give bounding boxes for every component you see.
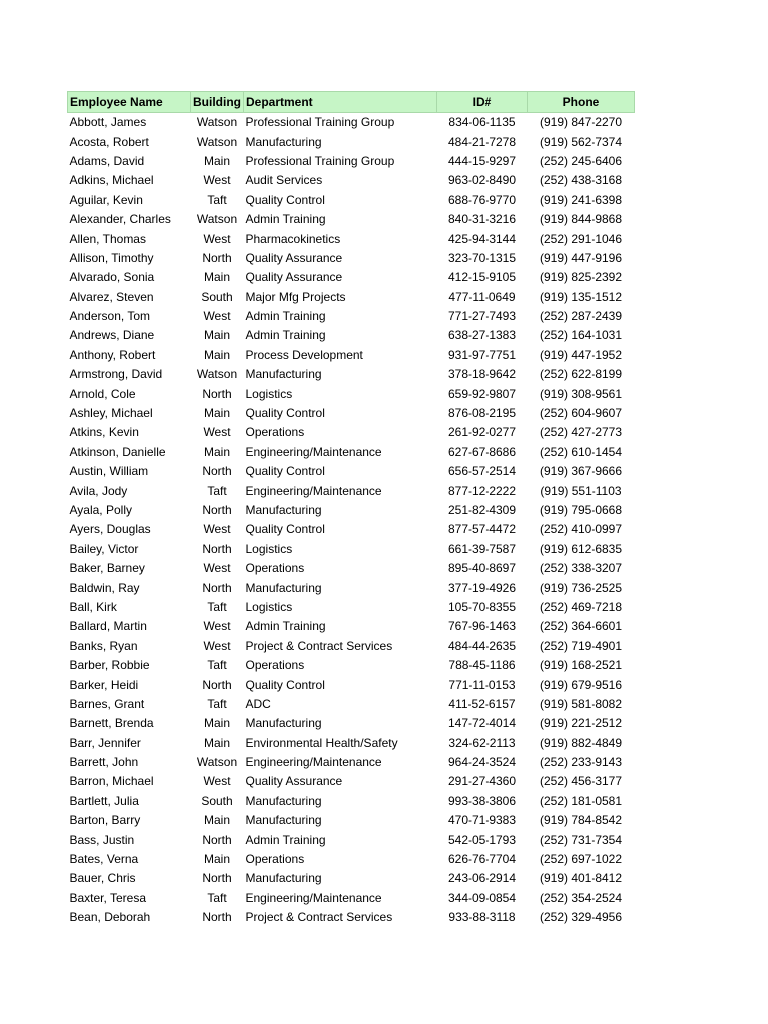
employee-name-cell: Barnes, Grant	[69, 696, 145, 711]
phone-cell: (919) 736-2525	[539, 580, 623, 595]
id-cell: 771-11-0153	[448, 677, 516, 692]
phone-cell: (252) 164-1031	[539, 328, 623, 343]
id-cell: 542-05-1793	[447, 832, 517, 847]
department-cell: Quality Control	[245, 522, 325, 537]
employee-name-cell: Banks, Ryan	[69, 638, 138, 653]
table-row	[68, 637, 635, 656]
table-row	[68, 365, 635, 384]
phone-cell: (252) 731-7354	[539, 832, 623, 847]
id-cell: 261-92-0277	[447, 425, 517, 440]
employee-name-cell: Alvarado, Sonia	[69, 270, 155, 285]
table-row	[68, 695, 635, 714]
phone-cell: (252) 604-9607	[539, 406, 623, 421]
id-cell: 626-76-7704	[447, 852, 517, 867]
table-row	[68, 578, 635, 597]
id-cell: 931-97-7751	[447, 347, 517, 362]
department-cell: Operations	[245, 852, 305, 867]
id-cell: 425-94-3144	[447, 231, 517, 246]
employee-name-cell: Anthony, Robert	[69, 347, 156, 362]
employee-name-cell: Arnold, Cole	[69, 386, 136, 401]
department-cell: Engineering/Maintenance	[245, 444, 382, 459]
department-cell: Admin Training	[245, 619, 326, 634]
phone-cell: (919) 135-1512	[539, 289, 623, 304]
id-cell: 627-67-8686	[447, 444, 517, 459]
department-cell: Logistics	[245, 386, 293, 401]
building-cell: Main	[203, 328, 230, 343]
employee-name-cell: Allen, Thomas	[69, 231, 146, 246]
phone-cell: (919) 562-7374	[539, 134, 623, 149]
phone-cell: (919) 401-8412	[539, 871, 623, 886]
department-cell: Operations	[245, 658, 305, 673]
phone-cell: (252) 427-2773	[539, 425, 623, 440]
phone-cell: (919) 784-8542	[539, 813, 623, 828]
employee-name-cell: Avila, Jody	[69, 483, 128, 498]
table-row	[68, 481, 635, 500]
id-cell: 659-92-9807	[447, 386, 517, 401]
phone-cell: (252) 438-3168	[539, 173, 623, 188]
phone-cell: (252) 364-6601	[539, 619, 623, 634]
table-row	[68, 210, 635, 229]
employee-name-cell: Barnett, Brenda	[69, 716, 154, 731]
id-cell: 105-70-8355	[447, 599, 517, 614]
employee-name-cell: Barber, Robbie	[69, 658, 150, 673]
building-cell: West	[203, 231, 231, 246]
department-cell: Engineering/Maintenance	[245, 483, 382, 498]
department-cell: Admin Training	[245, 309, 326, 324]
table-header	[68, 92, 635, 113]
phone-cell: (252) 287-2439	[539, 309, 623, 324]
table-row	[68, 326, 635, 345]
id-cell: 324-62-2113	[448, 735, 516, 750]
table-row	[68, 346, 635, 365]
id-cell: 470-71-9383	[447, 813, 517, 828]
department-cell: Quality Control	[245, 192, 325, 207]
header-employee-name: Employee Name	[68, 92, 191, 113]
building-cell: Watson	[196, 367, 238, 382]
employee-name-cell: Bass, Justin	[69, 832, 135, 847]
id-cell: 767-96-1463	[447, 619, 517, 634]
phone-cell: (919) 551-1103	[540, 483, 622, 498]
employee-name-cell: Austin, William	[69, 464, 149, 479]
employee-name-cell: Barr, Jennifer	[69, 735, 141, 750]
table-row	[68, 869, 635, 888]
id-cell: 964-24-3524	[447, 755, 517, 770]
building-cell: North	[202, 910, 232, 925]
department-cell: Manufacturing	[245, 367, 322, 382]
table-row	[68, 908, 635, 927]
employee-name-cell: Barker, Heidi	[69, 677, 139, 692]
employee-name-cell: Atkinson, Danielle	[69, 444, 166, 459]
department-cell: Quality Assurance	[245, 250, 343, 265]
building-cell: West	[203, 619, 231, 634]
building-cell: South	[201, 793, 233, 808]
building-cell: North	[202, 464, 232, 479]
department-cell: Admin Training	[245, 832, 326, 847]
employee-name-cell: Adams, David	[69, 153, 145, 168]
id-cell: 344-09-0854	[447, 890, 517, 905]
employee-name-cell: Bailey, Victor	[69, 541, 139, 556]
table-row	[68, 113, 635, 133]
building-cell: West	[203, 522, 231, 537]
building-cell: Main	[203, 347, 230, 362]
employee-name-cell: Ayala, Polly	[69, 503, 132, 517]
building-cell: North	[202, 250, 232, 265]
employee-name-cell: Bates, Verna	[69, 852, 139, 867]
building-cell: North	[202, 503, 232, 517]
id-cell: 688-76-9770	[447, 192, 517, 207]
department-cell: Quality Control	[245, 406, 325, 421]
department-cell: Project & Contract Services	[245, 638, 393, 653]
phone-cell: (252) 410-0997	[539, 522, 623, 537]
phone-cell: (919) 679-9516	[539, 677, 623, 692]
header-row	[68, 92, 635, 113]
phone-cell: (252) 610-1454	[539, 444, 623, 459]
table-row	[68, 443, 635, 462]
phone-cell: (919) 308-9561	[539, 386, 623, 401]
employee-name-cell: Barton, Barry	[69, 813, 141, 828]
id-cell: 877-12-2222	[447, 483, 517, 498]
department-cell: Engineering/Maintenance	[245, 890, 382, 905]
building-cell: West	[203, 774, 231, 789]
id-cell: 993-38-3806	[447, 793, 517, 808]
phone-cell: (252) 329-4956	[539, 910, 623, 925]
id-cell: 377-19-4926	[447, 580, 517, 595]
table-row	[68, 598, 635, 617]
phone-cell: (252) 456-3177	[539, 774, 623, 789]
phone-cell: (252) 181-0581	[539, 793, 623, 808]
employee-name-cell: Bauer, Chris	[69, 871, 136, 886]
department-cell: Manufacturing	[245, 716, 322, 731]
department-cell: Admin Training	[245, 328, 326, 343]
table-row	[68, 462, 635, 481]
department-cell: Audit Services	[245, 173, 323, 188]
table-row	[68, 792, 635, 811]
building-cell: Taft	[207, 599, 227, 614]
department-cell: Professional Training Group	[245, 115, 395, 130]
building-cell: West	[203, 638, 231, 653]
employee-name-cell: Abbott, James	[69, 115, 147, 130]
id-cell: 411-52-6157	[448, 696, 516, 711]
id-cell: 788-45-1186	[448, 658, 516, 673]
employee-name-cell: Andrews, Diane	[69, 328, 155, 343]
phone-cell: (919) 447-9196	[539, 250, 623, 265]
department-cell: Operations	[245, 561, 305, 576]
phone-cell: (252) 245-6406	[539, 153, 623, 168]
building-cell: North	[202, 832, 232, 847]
department-cell: Logistics	[245, 541, 293, 556]
table-row	[68, 152, 635, 171]
table-row	[68, 288, 635, 307]
employee-name-cell: Alexander, Charles	[69, 212, 171, 227]
phone-cell: (919) 367-9666	[539, 464, 623, 479]
phone-cell: (919) 241-6398	[539, 192, 623, 207]
phone-cell: (919) 581-8082	[539, 696, 623, 711]
department-cell: Manufacturing	[245, 813, 322, 828]
id-cell: 656-57-2514	[447, 464, 517, 479]
table-row	[68, 249, 635, 268]
id-cell: 963-02-8490	[447, 173, 517, 188]
department-cell: Process Development	[245, 347, 363, 362]
phone-cell: (919) 168-2521	[539, 658, 623, 673]
building-cell: Main	[203, 735, 230, 750]
id-cell: 378-18-9642	[447, 367, 517, 382]
table-row	[68, 559, 635, 578]
building-cell: Main	[203, 270, 230, 285]
employee-name-cell: Adkins, Michael	[69, 173, 154, 188]
table-row	[68, 734, 635, 753]
id-cell: 147-72-4014	[447, 716, 517, 731]
header-building: Building	[191, 92, 244, 113]
phone-cell: (919) 847-2270	[539, 115, 623, 130]
table-row	[68, 501, 635, 520]
phone-cell: (919) 882-4849	[539, 735, 623, 750]
department-cell: Environmental Health/Safety	[245, 735, 398, 750]
table-row	[68, 384, 635, 403]
building-cell: Main	[203, 406, 230, 421]
id-cell: 291-27-4360	[447, 774, 517, 789]
phone-cell: (919) 795-0668	[539, 503, 623, 517]
id-cell: 412-15-9105	[447, 270, 517, 285]
id-cell: 895-40-8697	[447, 561, 517, 576]
id-cell: 484-44-2635	[447, 638, 517, 653]
employee-name-cell: Baker, Barney	[69, 561, 145, 576]
phone-cell: (919) 221-2512	[539, 716, 623, 731]
table-row	[68, 714, 635, 733]
table-row	[68, 171, 635, 190]
department-cell: ADC	[245, 696, 271, 711]
employee-name-cell: Baldwin, Ray	[69, 580, 140, 595]
table-row	[68, 830, 635, 849]
building-cell: North	[202, 386, 232, 401]
employee-directory-sheet	[67, 91, 634, 927]
department-cell: Operations	[245, 425, 305, 440]
department-cell: Professional Training Group	[245, 153, 395, 168]
building-cell: West	[203, 425, 231, 440]
employee-name-cell: Ayers, Douglas	[69, 522, 151, 537]
building-cell: Main	[203, 813, 230, 828]
phone-cell: (252) 354-2524	[539, 890, 623, 905]
building-cell: Taft	[207, 658, 227, 673]
building-cell: West	[203, 561, 231, 576]
department-cell: Manufacturing	[245, 134, 322, 149]
building-cell: North	[202, 541, 232, 556]
id-cell: 484-21-7278	[447, 134, 517, 149]
table-body	[68, 113, 635, 928]
id-cell: 661-39-7587	[447, 541, 517, 556]
id-cell: 251-82-4309	[447, 503, 517, 517]
id-cell: 444-15-9297	[447, 153, 517, 168]
building-cell: Taft	[207, 890, 227, 905]
table-row	[68, 132, 635, 151]
phone-cell: (252) 233-9143	[539, 755, 623, 770]
employee-name-cell: Bean, Deborah	[69, 910, 151, 925]
building-cell: Watson	[196, 134, 238, 149]
table-row	[68, 191, 635, 210]
table-row	[68, 423, 635, 442]
employee-name-cell: Bartlett, Julia	[69, 793, 139, 808]
employee-name-cell: Anderson, Tom	[69, 309, 150, 324]
id-cell: 933-88-3118	[448, 910, 516, 925]
employee-name-cell: Allison, Timothy	[69, 250, 154, 265]
department-cell: Quality Control	[245, 464, 325, 479]
phone-cell: (252) 622-8199	[539, 367, 623, 382]
table-row	[68, 889, 635, 908]
department-cell: Engineering/Maintenance	[245, 755, 382, 770]
header-department: Department	[244, 92, 437, 113]
building-cell: Taft	[207, 192, 227, 207]
header-id: ID#	[437, 92, 528, 113]
id-cell: 477-11-0649	[448, 289, 516, 304]
table-row	[68, 617, 635, 636]
employee-name-cell: Ball, Kirk	[69, 599, 117, 614]
employee-name-cell: Ballard, Martin	[69, 619, 147, 634]
phone-cell: (919) 447-1952	[539, 347, 623, 362]
employee-name-cell: Barrett, John	[69, 755, 139, 770]
id-cell: 834-06-1135	[448, 115, 516, 130]
building-cell: West	[203, 309, 231, 324]
table-row	[68, 772, 635, 791]
building-cell: North	[202, 580, 232, 595]
id-cell: 638-27-1383	[447, 328, 517, 343]
employee-name-cell: Ashley, Michael	[69, 406, 153, 421]
phone-cell: (919) 825-2392	[539, 270, 623, 285]
employee-name-cell: Baxter, Teresa	[69, 890, 146, 905]
employee-name-cell: Armstrong, David	[69, 367, 163, 382]
employee-name-cell: Barron, Michael	[69, 774, 154, 789]
phone-cell: (919) 612-6835	[539, 541, 623, 556]
phone-cell: (252) 697-1022	[539, 852, 623, 867]
table-row	[68, 850, 635, 869]
id-cell: 771-27-7493	[447, 309, 517, 324]
phone-cell: (252) 291-1046	[539, 231, 623, 246]
building-cell: Main	[203, 852, 230, 867]
table-row	[68, 753, 635, 772]
employee-name-cell: Aguilar, Kevin	[69, 192, 143, 207]
header-phone: Phone	[528, 92, 635, 113]
table-row	[68, 268, 635, 287]
table-row	[68, 520, 635, 539]
table-row	[68, 307, 635, 326]
phone-cell: (252) 469-7218	[539, 599, 623, 614]
department-cell: Pharmacokinetics	[245, 231, 341, 246]
table-row	[68, 229, 635, 248]
employee-name-cell: Atkins, Kevin	[69, 425, 139, 440]
id-cell: 876-08-2195	[447, 406, 517, 421]
building-cell: Taft	[207, 696, 227, 711]
department-cell: Major Mfg Projects	[245, 289, 346, 304]
id-cell: 877-57-4472	[447, 522, 517, 537]
id-cell: 840-31-3216	[447, 212, 517, 227]
department-cell: Logistics	[245, 599, 293, 614]
table-row	[68, 811, 635, 830]
department-cell: Manufacturing	[245, 580, 322, 595]
employee-name-cell: Acosta, Robert	[69, 134, 149, 149]
building-cell: Watson	[196, 212, 238, 227]
building-cell: South	[201, 289, 233, 304]
building-cell: Taft	[207, 483, 227, 498]
department-cell: Manufacturing	[245, 871, 322, 886]
building-cell: Main	[203, 444, 230, 459]
id-cell: 323-70-1315	[447, 250, 517, 265]
phone-cell: (252) 719-4901	[539, 638, 623, 653]
building-cell: Main	[203, 716, 230, 731]
department-cell: Admin Training	[245, 212, 326, 227]
department-cell: Quality Assurance	[245, 774, 343, 789]
table-row	[68, 675, 635, 694]
department-cell: Manufacturing	[245, 793, 322, 808]
table-row	[68, 656, 635, 675]
id-cell: 243-06-2914	[447, 871, 517, 886]
building-cell: West	[203, 173, 231, 188]
building-cell: North	[202, 871, 232, 886]
department-cell: Project & Contract Services	[245, 910, 393, 925]
department-cell: Manufacturing	[245, 503, 322, 517]
building-cell: North	[202, 677, 232, 692]
phone-cell: (919) 844-9868	[539, 212, 623, 227]
employee-table	[67, 91, 635, 927]
table-row	[68, 540, 635, 559]
table-row	[68, 404, 635, 423]
employee-name-cell: Alvarez, Steven	[69, 289, 154, 304]
building-cell: Watson	[196, 755, 238, 770]
building-cell: Watson	[196, 115, 238, 130]
department-cell: Quality Assurance	[245, 270, 343, 285]
department-cell: Quality Control	[245, 677, 325, 692]
building-cell: Main	[203, 153, 230, 168]
phone-cell: (252) 338-3207	[539, 561, 623, 576]
